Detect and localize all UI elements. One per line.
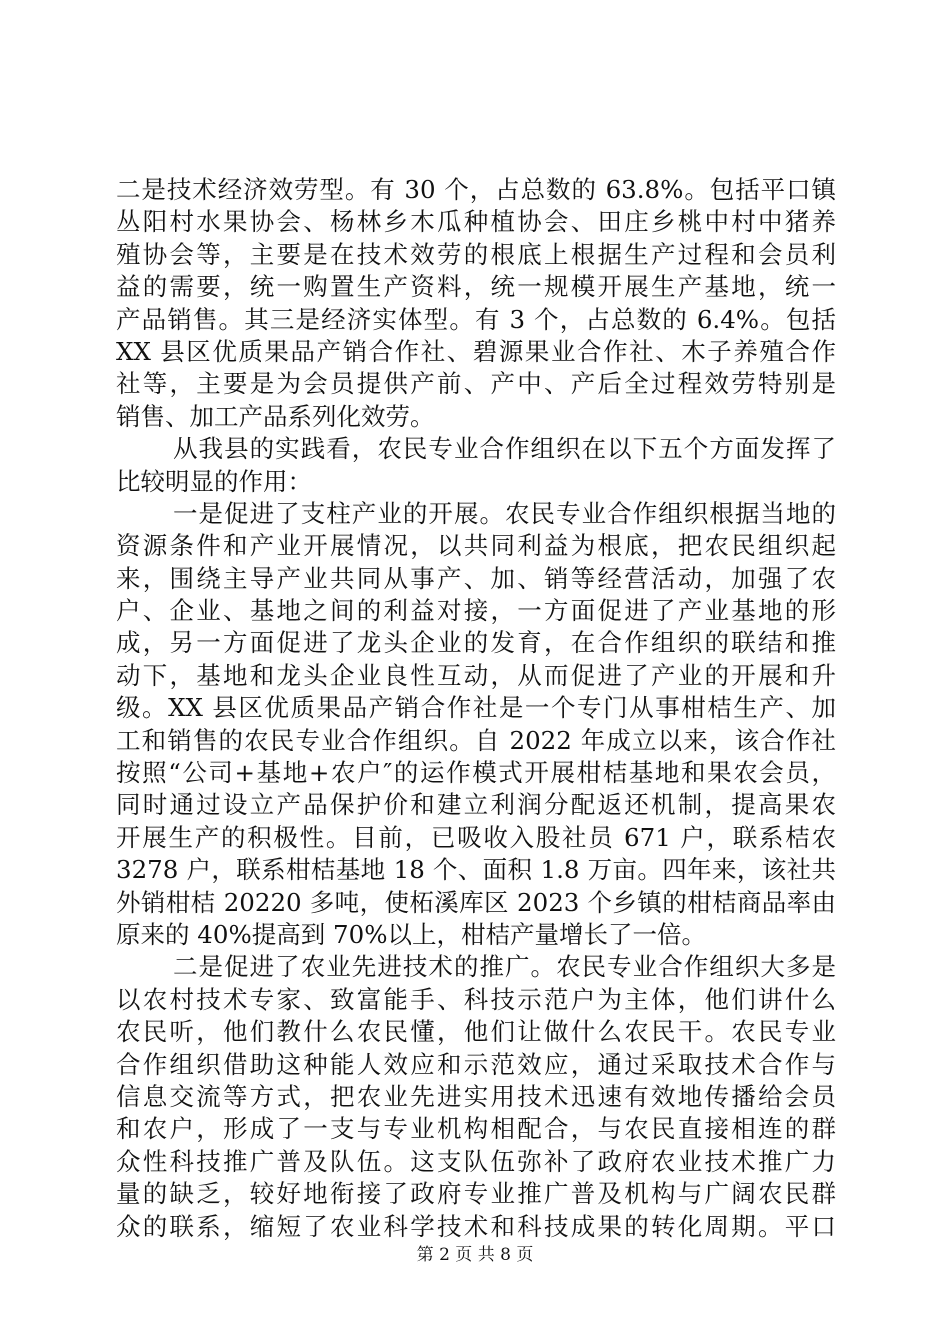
paragraph: [116, 174, 836, 433]
text-line: 众的联系，缩短了农业科学技术和科技成果的转化周期。平口: [116, 1211, 836, 1241]
page-footer: 第 2 页 共 8 页: [416, 1245, 534, 1265]
text-line: 农民听，他们教什么农民懂，他们让做什么农民干。农民专业: [116, 1017, 836, 1047]
text-line: 以农村技术专家、致富能手、科技示范户为主体，他们讲什么: [116, 984, 836, 1014]
paragraph: [116, 951, 836, 1243]
document-body: [116, 174, 836, 1243]
text-line: 工和销售的农民专业合作组织。自 2022 年成立以来，该合作社: [116, 725, 836, 755]
text-line: 殖协会等，主要是在技术效劳的根底上根据生产过程和会员利: [116, 239, 836, 269]
text-line: 二是促进了农业先进技术的推广。农民专业合作组织大多是: [173, 952, 836, 982]
paragraph: [116, 433, 836, 498]
text-line: XX 县区优质果品产销合作社、碧源果业合作社、木子养殖合作: [116, 336, 836, 366]
text-line: 一是促进了支柱产业的开展。农民专业合作组织根据当地的: [173, 498, 836, 528]
text-line: 级。XX 县区优质果品产销合作社是一个专门从事柑桔生产、加: [116, 693, 836, 723]
text-line: 外销柑桔 20220 多吨，使柘溪库区 2023 个乡镇的柑桔商品率由: [116, 887, 836, 917]
text-line: 3278 户，联系柑桔基地 18 个、面积 1.8 万亩。四年来，该社共: [116, 855, 836, 885]
text-line: 销售、加工产品系列化效劳。: [116, 401, 435, 431]
text-line: 成，另一方面促进了龙头企业的发育，在合作组织的联结和推: [116, 628, 836, 658]
text-line: 开展生产的积极性。目前，已吸收入股社员 671 户，联系桔农: [116, 822, 836, 852]
text-line: 信息交流等方式，把农业先进实用技术迅速有效地传播给会员: [116, 1081, 836, 1111]
text-line: 户、企业、基地之间的利益对接，一方面促进了产业基地的形: [116, 596, 836, 626]
text-line: 比较明显的作用：: [116, 466, 312, 496]
text-line: 原来的 40%提高到 70%以上，柑桔产量增长了一倍。: [116, 919, 706, 949]
text-line: 量的缺乏，较好地衔接了政府专业推广普及机构与广阔农民群: [116, 1179, 836, 1209]
text-line: 社等，主要是为会员提供产前、产中、产后全过程效劳特别是: [116, 369, 836, 399]
text-line: 丛阳村水果协会、杨林乡木瓜种植协会、田庄乡桃中村中猪养: [116, 207, 836, 237]
text-line: 二是技术经济效劳型。有 30 个，占总数的 63.8%。包括平口镇: [116, 175, 836, 204]
text-line: 按照“公司+基地+农户″的运作模式开展柑桔基地和果农会员，: [116, 758, 836, 788]
text-line: 益的需要，统一购置生产资料，统一规模开展生产基地，统一: [116, 272, 836, 302]
text-line: 资源条件和产业开展情况，以共同利益为根底，把农民组织起: [116, 531, 836, 561]
text-line: 众性科技推广普及队伍。这支队伍弥补了政府农业技术推广力: [116, 1146, 836, 1176]
paragraph: [116, 498, 836, 951]
text-line: 和农户，形成了一支与专业机构相配合，与农民直接相连的群: [116, 1114, 836, 1144]
text-line: 合作组织借助这种能人效应和示范效应，通过采取技术合作与: [116, 1049, 836, 1079]
text-line: 同时通过设立产品保护价和建立利润分配返还机制，提高果农: [116, 790, 836, 820]
text-line: 产品销售。其三是经济实体型。有 3 个，占总数的 6.4%。包括: [116, 304, 836, 334]
text-line: 来，围绕主导产业共同从事产、加、销等经营活动，加强了农: [116, 563, 836, 593]
text-line: 从我县的实践看，农民专业合作组织在以下五个方面发挥了: [173, 434, 836, 464]
text-line: 动下，基地和龙头企业良性互动，从而促进了产业的开展和升: [116, 660, 836, 690]
